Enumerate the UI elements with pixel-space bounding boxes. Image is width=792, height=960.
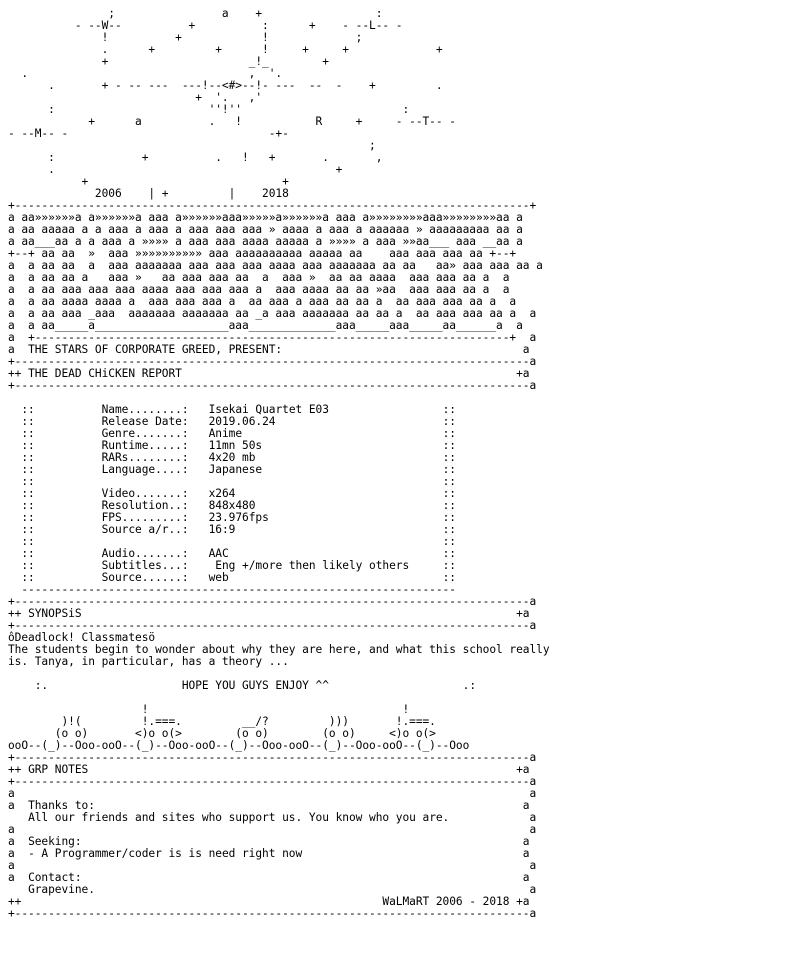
logo-line: a a aa aaa _aaa aaaaaaa aaaaaaa aa _a aaa aaaaaaa aa aa a aa aaa aaa aa a a xyxy=(8,307,537,320)
presents-text: THE STARS OF CORPORATE GREED, PRESENT: xyxy=(28,343,283,356)
synopsis-title: ôDeadlock! Classmatesö xyxy=(8,631,156,644)
info-label: Subtitles...: xyxy=(101,559,189,572)
banner-line: . + xyxy=(8,163,343,176)
info-value: web xyxy=(208,571,229,584)
info-label: Language....: xyxy=(101,463,189,476)
info-label: Release Date: xyxy=(101,415,189,428)
info-label: FPS.........: xyxy=(101,511,189,524)
contact-text: Grapevine. xyxy=(28,883,95,896)
info-label: Video.......: xyxy=(101,487,189,500)
info-value: 2019.06.24 xyxy=(208,415,276,428)
ascii-faces: ooO--(_)--Ooo-ooO--(_)--Ooo-ooO--(_)--Ooo-ooO--(_)--Ooo-ooO--(_)--Ooo xyxy=(8,739,470,752)
ascii-faces: )!( !.===. __/? ))) !.===. xyxy=(8,715,436,728)
info-value: Anime xyxy=(208,427,243,440)
footer-text: WaLMaRT 2006 - 2018 xyxy=(382,895,510,908)
info-value: AAC xyxy=(208,547,229,560)
logo-line: a a aa aa a aaa aaaaaaa aaa aaa aaa aaaa aaa aaaaaaa aa aa aa» aaa aaa aa a xyxy=(8,259,543,272)
logo-line: a a aa aa a aaa » aa aaa aaa aa a aaa » aa aa aaaa aaa aaa aa a a xyxy=(8,271,510,284)
banner-line: - --W-- + : + - --L-- - xyxy=(8,19,403,32)
banner-line: . + - -- --- ---!--<#>--!- --- -- - + . xyxy=(8,79,443,92)
banner-line: . , '. xyxy=(8,67,283,80)
sign-off: HOPE YOU GUYS ENJOY ^^ xyxy=(181,679,329,692)
report-title: THE DEAD CHiCKEN REPORT xyxy=(28,367,182,380)
ascii-faces: ! ! xyxy=(8,703,410,716)
info-value: Isekai Quartet E03 xyxy=(208,403,329,416)
info-value: 11mn 50s xyxy=(208,439,263,452)
info-value: x264 xyxy=(208,487,236,500)
banner-line: 2006 | + | 2018 xyxy=(8,187,289,200)
synopsis-heading: SYNOPSiS xyxy=(28,607,82,620)
info-label: Source......: xyxy=(101,571,189,584)
logo-line: a a aa_____a____________________aaa_____________aaa_____aaa_____aa______a a xyxy=(8,319,523,332)
logo-line: a a aa aaa aaa aaa aaaa aaa aaa aaa a aaa aaaa aa aa »aa aaa aaa aa a a xyxy=(8,283,510,296)
synopsis-text: is. Tanya, in particular, has a theory ... xyxy=(8,655,289,668)
thanks-text: All our friends and sites who support us. You know who you are. xyxy=(28,811,450,824)
banner-line: - --M-- - -+- xyxy=(8,127,289,140)
banner-line: + '. ,' xyxy=(8,91,263,104)
info-value: 23.976fps xyxy=(208,511,269,524)
banner-line: ; xyxy=(8,139,376,152)
info-label: Runtime.....: xyxy=(101,439,189,452)
grp-notes-heading: GRP NOTES xyxy=(28,763,89,776)
seeking-label: Seeking: xyxy=(28,835,82,848)
banner-line: : + . ! + . , xyxy=(8,151,383,164)
info-label: RARs........: xyxy=(101,451,189,464)
ascii-faces: (o o) <)o o(> (o o) (o o) <)o o(> xyxy=(8,727,436,740)
info-value: Eng +/more then likely others xyxy=(208,559,410,572)
info-value: 848x480 xyxy=(208,499,256,512)
logo-line: a a aa aaaa aaaa a aaa aaa aaa a aa aaa a aaa aa aa a aa aaa aaa aa a a xyxy=(8,295,517,308)
banner-line: + _!_ + xyxy=(8,55,329,68)
contact-label: Contact: xyxy=(28,871,82,884)
info-label: Audio.......: xyxy=(101,547,189,560)
banner-line: . + + ! + + + xyxy=(8,43,443,56)
info-value: 16:9 xyxy=(208,523,236,536)
info-label: Genre.......: xyxy=(101,427,189,440)
logo-line: +-----------------------------------------------------------------------------+ xyxy=(8,199,537,212)
info-value: 4x20 mb xyxy=(208,451,256,464)
info-label: Resolution..: xyxy=(101,499,189,512)
seeking-text: - A Programmer/coder is is need right now xyxy=(28,847,303,860)
logo-line: a +-----------------------------------------------------------------------+ a xyxy=(8,331,537,344)
logo-line: a aa___aa a a aaa a »»»» a aaa aaa aaaa aaaaa a »»»» a aaa »»aa___ aaa __aa a xyxy=(8,235,523,248)
info-label: Source a/r..: xyxy=(101,523,189,536)
banner-line: + + xyxy=(8,175,289,188)
logo-line: a aa»»»»»»a a»»»»»»a aaa a»»»»»»aaa»»»»»a»»»»»»a aaa a»»»»»»»»aaa»»»»»»»»aa a xyxy=(8,211,523,224)
synopsis-text: The students begin to wonder about why they are here, and what this school really xyxy=(8,643,550,656)
info-value: Japanese xyxy=(208,463,263,476)
thanks-label: Thanks to: xyxy=(28,799,95,812)
banner-line: + a . ! R + - --T-- - xyxy=(8,115,456,128)
logo-line: +--+ aa aa » aaa »»»»»»»»»» aaa aaaaaaaaaa aaaaa aa aaa aaa aaa aa +--+ xyxy=(8,247,517,260)
logo-line: a aa aaaaa a a aaa a aaa a aaa aaa aaa » aaaa a aaa a aaaaaa » aaaaaaaaa aa a xyxy=(8,223,523,236)
nfo-document: ; a + : - --W-- + : + - --L-- - ! + ! ; . + + ! + + + + _!_ + . , '. . + - -- --- ---!--<#>--!- --- -- - + . + '. ,' : ''!'' : + a . ! R + - --T-- - - --M-- - -+- ; : + . ! + . , . + + + 2006 | + | 2018 +-----------------------------------------------------------------------------+ a aa»»»»»»a a»»»»»»a aaa a»»»»»»aaa»»»»»a»»»»»»a aaa a»»»»»»»»aaa»»»»»»»»aa a a aa aaaaa a a aaa a aaa a aaa aaa aaa » aaaa a aaa a aaaaaa » aaaaaaaaa aa a a aa___aa a a aaa a »»»» a aaa aaa aaaa aaaaa a »»»» a aaa »»aa___ aaa __aa a +--+ aa aa » aaa »»»»»»»»»» aaa aaaaaaaaaa aaaaa aa aaa aaa aaa aa +--+ a a aa aa a aaa aaaaaaa aaa aaa aaa aaaa aaa aaaaaaa aa aa aa» aaa aaa aa a a a aa aa a aaa » aa aaa aaa aa a aaa » aa aa aaaa aaa aaa aa a a a a aa aaa aaa aaa aaaa aaa aaa aaa a aaa aaaa aa aa »aa aaa aaa aa a a a a aa aaaa aaaa a aaa aaa aaa a aa aaa a aaa aa aa a aa aaa aaa aa a a a a aa aaa _aaa aaaaaaa aaaaaaa aa _a aaa aaaaaaa aa aa a aa aaa aaa aa a a a a aa_____a____________________aaa_____________aaa_____aaa_____aa______a a a +-----------------------------------------------------------------------+ a a THE STARS OF CORPORATE GREED, PRESENT: a +-----------------------------------------------------------------------------a ++ THE DEAD CHiCKEN REPORT +a +-----------------------------------------------------------------------------a :: Name........: Isekai Quartet E03 :: :: Release Date: 2019.06.24 :: :: Genre.......: Anime :: :: Runtime.....: 11mn 50s :: :: RARs........: 4x20 mb :: :: Language....: Japanese :: :: :: :: Video.......: x264 :: :: Resolution..: 848x480 :: :: FPS.........: 23.976fps :: :: Source a/r..: 16:9 :: :: :: :: Audio.......: AAC :: :: Subtitles...: Eng +/more then likely others :: :: Source......: web :: ----------------------------------------------------------------- +-----------------------------------------------------------------------------a ++ SYNOPSiS +a +-----------------------------------------------------------------------------a ôDeadlock! Classmatesö The students begin to wonder about why they are here, and what this school really is. Tanya, in particular, has a theory ... :. HOPE YOU GUYS ENJOY ^^ .: ! ! )!( !.===. __/? ))) !.===. (o o) <)o o(> (o o) (o o) <)o o(> ooO--(_)--Ooo-ooO--(_)--Ooo-ooO--(_)--Ooo-ooO--(_)--Ooo-ooO--(_)--Ooo +-----------------------------------------------------------------------------a ++ GRP NOTES +a +-----------------------------------------------------------------------------a a a a Thanks to: a All our friends and sites who support us. You know who you are. a a a a Seeking: a a - A Programmer/coder is is need right now a a a a Contact: a Grapevine. a ++ WaLMaRT 2006 - 2018 +a +-----------------------------------------------------------------------------a xyxy=(8,7,550,920)
banner-line: ! + ! ; xyxy=(8,31,363,44)
info-label: Name........: xyxy=(101,403,189,416)
banner-line: : ''!'' : xyxy=(8,103,410,116)
banner-line: ; a + : xyxy=(8,7,383,20)
